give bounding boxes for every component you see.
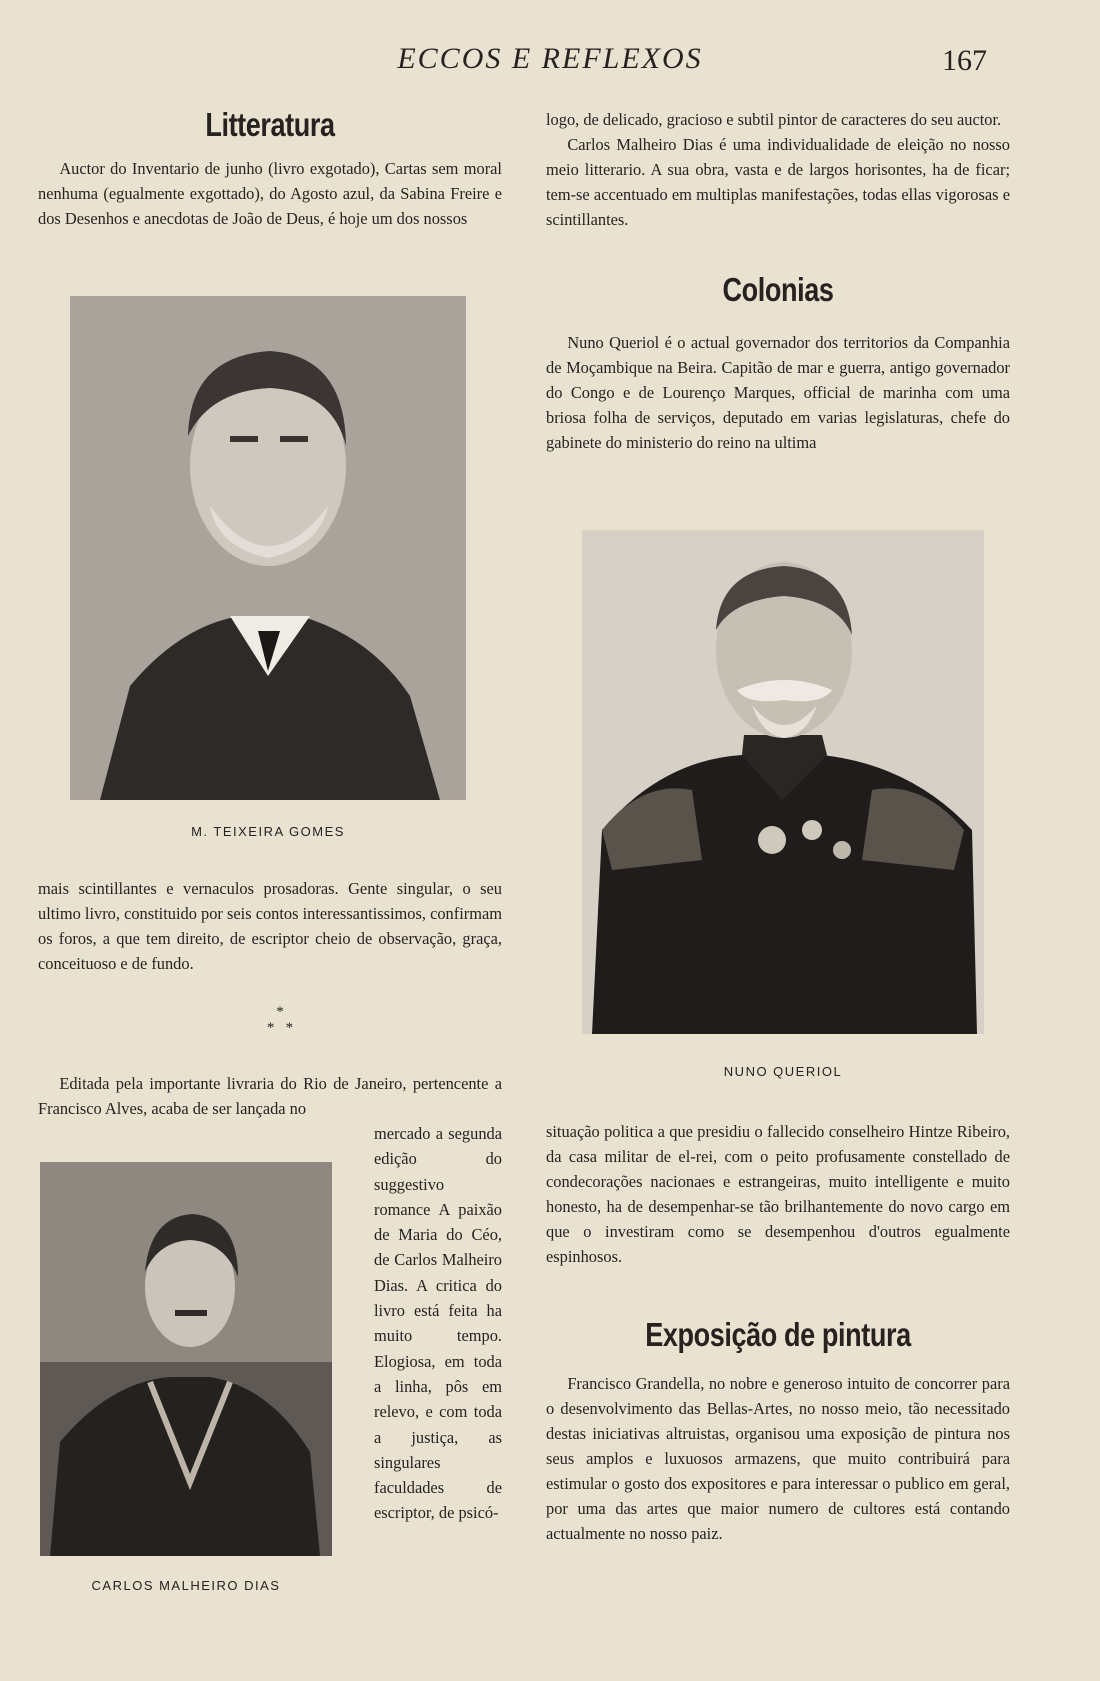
heading-litteratura: Litteratura [205,106,335,143]
running-title: ECCOS E REFLEXOS [397,42,703,75]
edition-wrap-text [374,1121,502,1526]
litteratura-continuation [38,876,502,976]
paragraph: Francisco Grandella, no nobre e generoso intuito de concorrer para o desenvolvimento das Bellas-Artes, no nosso meio, tão necessitado destas iniciativas altruistas, organisou uma exposição de pintura nos seus amplos e luxuosos armazens, que muito contribuirá para estimular o gosto dos expositores e para interessar o publico em geral, por uma das artes que maior numero de cultores está contando actualmente no nosso paiz. [546,1374,1010,1543]
litteratura-edition [38,1071,502,1121]
page-number: 167 [942,44,987,77]
caption-carlos-malheiro-dias: CARLOS MALHEIRO DIAS [91,1578,281,1593]
paragraph: Carlos Malheiro Dias é uma individualidade de eleição no nosso meio litterario. A sua obra, vasta e de largos horisontes, ha de ficar; tem-se accentuado em multiplas manifestações, todas ellas vigorosas e scintillantes. [546,135,1010,229]
paragraph: Auctor do Inventario de junho (livro exgotado), Cartas sem moral nenhuma (egualmente exgottado), do Agosto azul, da Sabina Freire e dos Desenhos e anecdotas de João de Deus, é hoje um dos nossos [38,159,502,228]
portrait-teixeira-gomes [70,296,466,800]
litteratura-intro [38,156,502,231]
colonias-continuation [546,1119,1010,1269]
paragraph: logo, de delicado, gracioso e subtil pintor de caracteres do seu auctor. [546,110,1002,129]
heading-colonias: Colonias [722,271,834,308]
paragraph: Editada pela importante livraria do Rio de Janeiro, pertencente a Francisco Alves, acaba de ser lançada no [38,1074,502,1118]
caption-nuno-queriol: NUNO QUERIOL [723,1064,843,1079]
portrait-nuno-queriol [582,530,984,1034]
paragraph: mais scintillantes e vernaculos prosadoras. Gente singular, o seu ultimo livro, constituido por seis contos interessantissimos, confirmam os foros, a que tem direito, de escriptor cheio de observação, graça, conceituoso e de fundo. [38,879,502,973]
heading-exposicao-de-pintura: Exposição de pintura [645,1316,911,1353]
asterism: * * * [266,1004,294,1036]
right-intro [546,107,1010,232]
paragraph: Nuno Queriol é o actual governador dos territorios da Companhia de Moçambique na Beira. Capitão de mar e guerra, antigo governador do Congo e de Lourenço Marques, official de marinha com uma briosa folha de serviços, deputado em varias legislaturas, chefe do gabinete do ministerio do reino na ultima [546,333,1010,452]
portrait-carlos-malheiro-dias [40,1162,332,1556]
exposicao-text [546,1371,1010,1546]
paragraph: mercado a segunda edição do suggestivo romance A paixão de Maria do Céo, de Carlos Malheiro Dias. A critica do livro está feita ha muito tempo. Elogiosa, em toda a linha, pôs em relevo, e com toda a justiça, as singulares faculdades de escriptor, de psicó- [374,1124,502,1523]
caption-teixeira-gomes: M. TEIXEIRA GOMES [191,824,345,839]
colonias-intro [546,330,1010,455]
paragraph: situação politica a que presidiu o fallecido conselheiro Hintze Ribeiro, da casa militar de el-rei, com o peito profusamente constellado de condecorações nacionaes e estrangeiras, muito intelligente e muito honesto, ha de desempenhar-se tão brilhantemente do novo cargo em que o investiram como se desempenhou d'outros egualmente espinhosos. [546,1122,1010,1266]
